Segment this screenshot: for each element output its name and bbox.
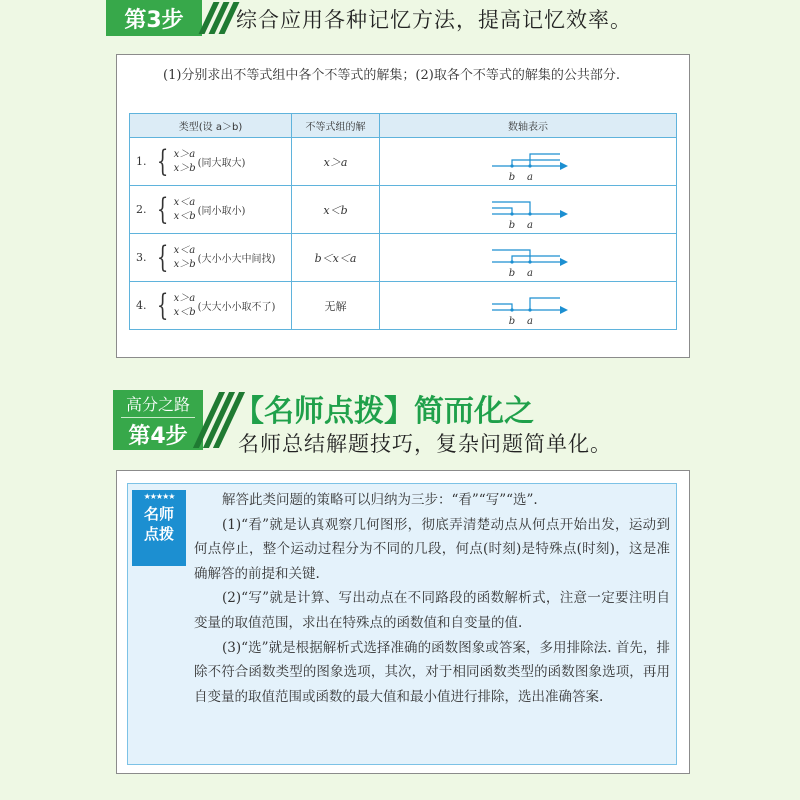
ray-b (492, 208, 512, 214)
header-stripes-decoration (206, 392, 232, 448)
type-cell (130, 282, 292, 330)
number-line (490, 188, 570, 232)
label-a: a (527, 171, 533, 183)
stars-icon: ★★★★★ (143, 492, 175, 501)
axis-arrow-icon (560, 258, 568, 266)
axis-arrow-icon (560, 210, 568, 218)
rule-mnemonic: (大大小小取不了) (197, 302, 276, 313)
type-cell (130, 234, 292, 282)
label-a: a (527, 219, 533, 231)
brace-icon: { (156, 191, 168, 227)
step4-tab (113, 390, 203, 450)
header-stripes-decoration (206, 2, 232, 34)
step4-title: 【名师点拨】简而化之 (234, 394, 534, 429)
header-solution: 不等式组的解 (292, 114, 380, 138)
tips-paragraph: (3)“选”就是根据解析式选择准确的函数图象或答案，多用排除法. 首先，排除不符合函数类型的图象选项，其次，对于相同函数类型的函数图象选项，再用自变量的取值范围或函数的最大值和最小值进行排除，选出准确答案. (194, 639, 670, 705)
number-line-cell (380, 234, 677, 282)
label-b: b (508, 171, 516, 183)
inequality-rules-table (129, 113, 677, 330)
tips-text (194, 488, 670, 709)
number-line (490, 140, 570, 184)
table-row (130, 234, 677, 282)
badge-line-2: 点拨 (143, 525, 174, 543)
step4-description: 名师总结解题技巧，复杂问题简单化。 (238, 432, 612, 456)
solution-cell: x＞a (292, 138, 380, 186)
rule-mnemonic: (同大取大) (197, 158, 246, 169)
inequality-2: x＞b (173, 258, 196, 270)
rule-mnemonic: (大小小大中间找) (197, 254, 276, 265)
label-b: b (508, 315, 516, 327)
brace-icon: { (156, 239, 168, 275)
inequality-system (174, 196, 196, 224)
type-cell (130, 138, 292, 186)
label-a: a (527, 315, 533, 327)
inequality-2: x＞b (173, 162, 196, 174)
solution-cell: 无解 (292, 282, 380, 330)
axis-arrow-icon (560, 162, 568, 170)
point-a (528, 212, 531, 215)
label-b: b (508, 267, 516, 279)
ray-b (492, 304, 512, 310)
point-b (510, 308, 513, 311)
inequality-1: x＜a (173, 196, 196, 208)
number-line-cell (380, 282, 677, 330)
number-line-cell (380, 138, 677, 186)
row-number: 2. (136, 203, 147, 216)
type-cell (130, 186, 292, 234)
badge-line-1: 名师 (143, 505, 174, 523)
axis-arrow-icon (560, 306, 568, 314)
point-b (510, 212, 513, 215)
step3-title: 综合应用各种记忆方法，提高记忆效率。 (236, 8, 632, 32)
inequality-system (174, 148, 196, 176)
row-number: 4. (136, 299, 147, 312)
tips-paragraph: 解答此类问题的策略可以归纳为三步：“看”“写”“选”. (222, 492, 538, 508)
inequality-1: x＞a (173, 148, 196, 160)
label-b: b (508, 219, 516, 231)
table-row (130, 138, 677, 186)
number-line (490, 236, 570, 280)
header-number-line: 数轴表示 (380, 114, 677, 138)
table-row (130, 186, 677, 234)
ray-a (530, 298, 560, 310)
step4-panel (116, 470, 690, 774)
header-type: 类型(设 a＞b) (130, 114, 292, 138)
step4-divider (121, 417, 195, 418)
inequality-1: x＜a (173, 244, 196, 256)
tips-paragraph: (2)“写”就是计算、写出动点在不同路段的函数解析式，注意一定要注明自变量的取值范围，求出在特殊点的函数值和自变量的值. (194, 590, 670, 631)
brace-icon: { (156, 143, 168, 179)
solution-cell: x＜b (292, 186, 380, 234)
number-line (490, 284, 570, 328)
point-a (528, 308, 531, 311)
teacher-tips-badge (132, 490, 186, 566)
number-line-cell (380, 186, 677, 234)
row-number: 1. (136, 155, 147, 168)
solution-cell: b＜x＜a (292, 234, 380, 282)
step3-intro: (1)分别求出不等式组中各个不等式的解集；(2)取各个不等式的解集的公共部分. (163, 68, 620, 83)
step3-panel (116, 54, 690, 358)
brace-icon: { (156, 287, 168, 323)
point-b (510, 164, 513, 167)
ray-b (512, 160, 560, 166)
point-a (528, 164, 531, 167)
step4-subtitle: 高分之路 (125, 395, 190, 414)
ray-b (512, 256, 560, 262)
table-row (130, 282, 677, 330)
point-a (528, 260, 531, 263)
row-number: 3. (136, 251, 147, 264)
inequality-1: x＞a (173, 292, 196, 304)
teacher-tips-box (127, 483, 677, 765)
step4-label: 第4步 (128, 424, 188, 449)
tips-paragraph: (1)“看”就是认真观察几何图形，彻底弄清楚动点从何点开始出发，运动到何点停止，整个运动过程分为不同的几段，何点(时刻)是特殊点(时刻)，这是准确解答的前提和关键. (194, 516, 670, 582)
step3-tab: 第3步 (106, 0, 202, 36)
inequality-system (174, 244, 196, 272)
rule-mnemonic: (同小取小) (197, 206, 246, 217)
inequality-2: x＜b (173, 306, 196, 318)
point-b (510, 260, 513, 263)
label-a: a (527, 267, 533, 279)
inequality-2: x＜b (173, 210, 196, 222)
inequality-system (174, 292, 196, 320)
